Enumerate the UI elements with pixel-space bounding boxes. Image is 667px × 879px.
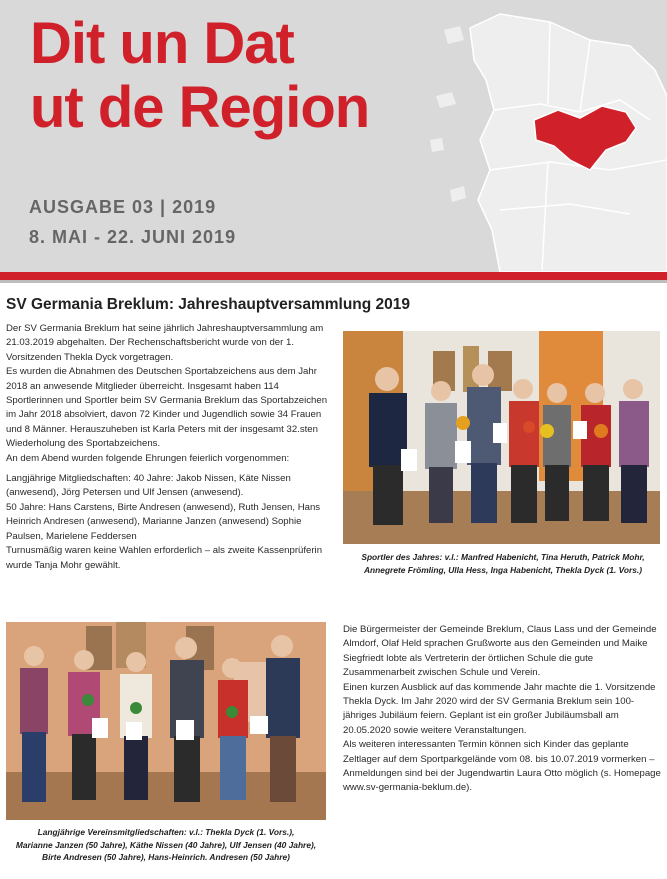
- article-headline: SV Germania Breklum: Jahreshauptversammlung 2019: [6, 296, 411, 313]
- article-column-left: [6, 322, 331, 573]
- caption-line-2: Marianne Janzen (50 Jahre), Käthe Nissen (40 Jahre), Ulf Jensen (40 Jahre),: [15, 839, 317, 850]
- photo-sportler-des-jahres: [343, 331, 660, 544]
- paragraph-elections: Turnusmäßig waren keine Wahlen erforderlich – als zweite Kassenprüferin wurde Tanja Mohr gewählt.: [6, 545, 323, 571]
- header-divider-gray: [0, 280, 667, 283]
- title-line-1: Dit un Dat: [30, 11, 294, 76]
- header-divider-red: [0, 272, 667, 280]
- paragraph-zeltlager: Als weiteren interessanten Termin können sich Kinder das geplante Zeltlager auf dem Sportparkgelände vom 08. bis 10.07.2019 vormerken – Anmeldungen sind bei der Jugendwartin Laura Otto möglich (s. Homepage www.sv-germania-beklum.de).: [343, 739, 661, 794]
- paragraph-report: Der SV Germania Breklum hat seine jährlich Jahreshauptversammlung am 21.03.2019 abgehalten. Der Rechenschaftsbericht wurde von der 1. Vorsitzenden Thekla Dyck vorgetragen.: [6, 323, 324, 363]
- paragraph-greetings: Die Bürgermeister der Gemeinde Breklum, Claus Lass und der Gemeinde Almdorf, Olaf Held sprachen Grußworte aus den Gemeinden und Maike Siegfriedt lobte als Vertreterin der örtlichen Schule die gute Zusammenarbeit zwischen Schule und Verein.: [343, 624, 657, 679]
- masthead: [0, 0, 667, 272]
- photo-vereinsmitgliedschaften: [6, 622, 326, 820]
- photo-caption-mitgliedschaften: [6, 826, 326, 864]
- paragraph-sportabzeichen: Es wurden die Abnahmen des Deutschen Sportabzeichens aus dem Jahr 2018 an anwesende Mitglieder überreicht. Insgesamt haben 114 Sportlerinnen und Sportler beim SV Germania Breklum das Sportabzeichen im Jahr 2018 absolviert, davon 72 Kinder und Jugendlich sowie 34 Frauen und 8 Männer. Herauszuheben ist Karla Peters mit der insgesamt 32.sten Wiederholung des Sportabzeichens.: [6, 366, 328, 450]
- issue-number: AUSGABE 03 | 2019: [29, 197, 217, 217]
- paragraph-50-years: 50 Jahre: Hans Carstens, Birte Andresen (anwesend), Ruth Jensen, Hans Heinrich Andresen (anwesend), Marianne Janzen (anwesend) Sophie Paulsen, Marielene Feddersen: [6, 501, 321, 542]
- magazine-title: [30, 12, 369, 140]
- paragraph-40-years: Langjährige Mitgliedschaften: 40 Jahre: Jakob Nissen, Käte Nissen (anwesend), Jörg Petersen und Ulf Jensen (anwesend).: [6, 473, 291, 499]
- caption-line-1: Langjährige Vereinsmitgliedschaften: v.l.: Thekla Dyck (1. Vors.),: [37, 827, 295, 837]
- title-line-2: ut de Region: [30, 75, 370, 140]
- region-map: [430, 0, 667, 272]
- caption-line-3: Birte Andresen (50 Jahre), Hans-Heinrich. Andresen (50 Jahre): [42, 852, 290, 863]
- paragraph-honors-intro: An dem Abend wurden folgende Ehrungen feierlich vorgenommen:: [6, 452, 290, 464]
- paragraph-outlook: Einen kurzen Ausblick auf das kommende Jahr machte die 1. Vorsitzende Thekla Dyck. Im Jahr 2020 wird der SV Germania Breklum sein 100-jähriges Jubiläum feiern. Geplant ist ein großer Jubiläumsball am 20.05.2020 sowie weitere Veranstaltungen.: [343, 681, 656, 736]
- photo-caption-sportler: Sportler des Jahres: v.l.: Manfred Habenicht, Tina Heruth, Patrick Mohr, Annegrete Frömling, Ulla Hess, Inga Habenicht, Thekla Dyck (1. Vors.): [361, 552, 645, 575]
- issue-dates: 8. MAI - 22. JUNI 2019: [29, 227, 237, 247]
- article-column-right: [343, 623, 661, 796]
